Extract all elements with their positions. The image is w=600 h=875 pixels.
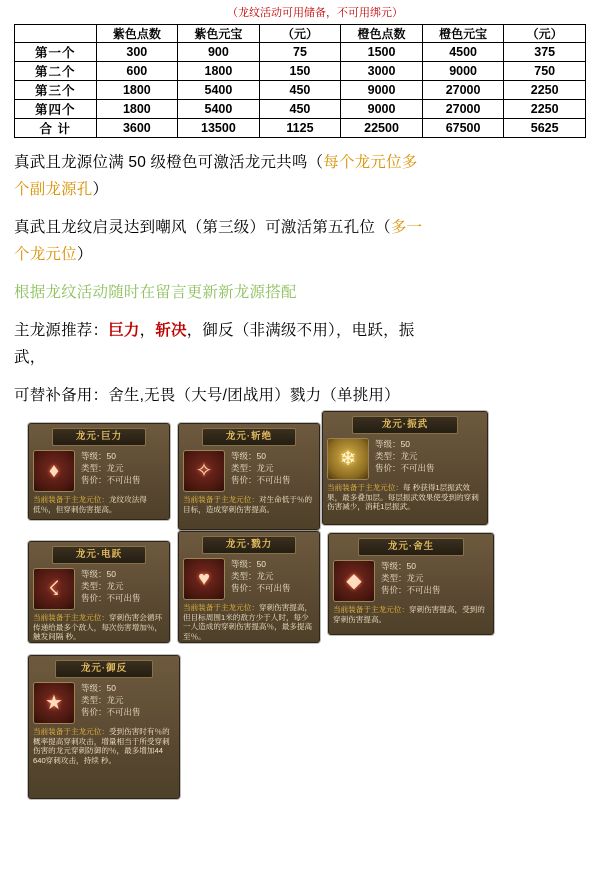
text-segment: 可替补备用：舍生,无畏（大号/团战用）戮力（单挑用） bbox=[14, 387, 400, 404]
icon-glyph: ♥ bbox=[198, 568, 210, 590]
cell: 13500 bbox=[178, 119, 260, 138]
card-desc bbox=[33, 727, 175, 765]
desc-text: 穿刺伤害提高，但目标周围1米的敌方少于人时，每少一人造成的穿刺伤害提高％，最多提高至％。 bbox=[183, 603, 313, 641]
table-row bbox=[15, 43, 586, 62]
price-label: 售价：不可出售 bbox=[381, 585, 441, 595]
text-segment: 主龙源推荐： bbox=[14, 322, 109, 339]
cell: 2250 bbox=[504, 100, 586, 119]
level-label: 等级：50 bbox=[231, 559, 266, 569]
card-title: 龙元·舍生 bbox=[358, 538, 464, 556]
cell: 600 bbox=[96, 62, 178, 81]
card-title: 龙元·振武 bbox=[352, 416, 458, 434]
claw-icon bbox=[33, 450, 75, 492]
text-highlight: 斩决 bbox=[155, 322, 187, 339]
header-cell-5: 橙色元宝 bbox=[422, 25, 504, 43]
fist-icon bbox=[183, 558, 225, 600]
desc-text: 龙纹攻法得低％，但穿刺伤害提高。 bbox=[33, 495, 147, 514]
cell: 5625 bbox=[504, 119, 586, 138]
cell: 3000 bbox=[341, 62, 423, 81]
type-label: 类型：龙元 bbox=[381, 573, 424, 583]
price-label: 售价：不可出售 bbox=[231, 583, 291, 593]
desc-text: 受到伤害时有％的概率提高穿刺攻击，增量相当于所受穿刺伤害的龙元穿刺防御的％，最多增加44 640穿刺攻击，持续 秒。 bbox=[33, 727, 170, 765]
card-body bbox=[179, 448, 319, 494]
text-highlight: 个副龙源孔 bbox=[14, 181, 93, 198]
type-label: 类型：龙元 bbox=[81, 581, 124, 591]
desc-text: 每 秒获得1层振武效果，最多叠加层。每层振武效果使受到的穿刺伤害减少，消耗1层振武。 bbox=[327, 483, 479, 512]
icon-glyph: ◆ bbox=[346, 570, 362, 592]
header-cell-4: 橙色点数 bbox=[341, 25, 423, 43]
cell: 450 bbox=[259, 100, 341, 119]
price-label: 售价：不可出售 bbox=[81, 475, 141, 485]
desc-highlight: 当前装备于主龙元位： bbox=[183, 495, 259, 504]
cell: 2250 bbox=[504, 81, 586, 100]
item-card bbox=[178, 423, 320, 530]
cell: 3600 bbox=[96, 119, 178, 138]
card-stats bbox=[231, 558, 291, 600]
type-label: 类型：龙元 bbox=[81, 695, 124, 705]
text-highlight: 根据龙纹活动随时在留言更新新龙源搭配 bbox=[14, 284, 297, 301]
type-label: 类型：龙元 bbox=[375, 451, 418, 461]
level-label: 等级：50 bbox=[81, 569, 116, 579]
card-body bbox=[29, 448, 169, 494]
level-label: 等级：50 bbox=[381, 561, 416, 571]
text-highlight: 每个龙元位多 bbox=[323, 154, 418, 171]
text-segment: 真武且龙纹启灵达到嘲风（第三级）可激活第五孔位（ bbox=[14, 219, 391, 236]
cell: 375 bbox=[504, 43, 586, 62]
card-stats bbox=[81, 568, 141, 610]
header-cell-0 bbox=[15, 25, 97, 43]
price-label: 售价：不可出售 bbox=[231, 475, 291, 485]
cell: 27000 bbox=[422, 81, 504, 100]
table-row bbox=[15, 100, 586, 119]
cell: 750 bbox=[504, 62, 586, 81]
icon-glyph: ♦ bbox=[48, 460, 60, 482]
card-title: 龙元·御反 bbox=[55, 660, 153, 678]
level-label: 等级：50 bbox=[231, 451, 266, 461]
item-card bbox=[28, 423, 170, 520]
desc-highlight: 当前装备于主龙元位： bbox=[183, 603, 259, 612]
table-total-row bbox=[15, 119, 586, 138]
desc-highlight: 当前装备于主龙元位： bbox=[33, 727, 109, 736]
card-desc bbox=[33, 495, 165, 514]
cell: 75 bbox=[259, 43, 341, 62]
card-desc bbox=[327, 483, 483, 512]
row-label: 第四个 bbox=[15, 100, 97, 119]
lightning-icon bbox=[33, 568, 75, 610]
table-row bbox=[15, 62, 586, 81]
text-segment: ） bbox=[76, 246, 93, 263]
text-segment: 武， bbox=[14, 349, 46, 366]
cell: 150 bbox=[259, 62, 341, 81]
cell: 27000 bbox=[422, 100, 504, 119]
desc-highlight: 当前装备于主龙元位： bbox=[33, 495, 109, 504]
level-label: 等级：50 bbox=[81, 451, 116, 461]
cell: 1800 bbox=[96, 100, 178, 119]
paragraph-fifth-slot bbox=[14, 214, 586, 268]
level-label: 等级：50 bbox=[81, 683, 116, 693]
card-stats bbox=[231, 450, 291, 492]
cell: 9000 bbox=[422, 62, 504, 81]
card-title: 龙元·戮力 bbox=[202, 536, 296, 554]
text-segment: ， bbox=[139, 322, 156, 339]
card-body bbox=[29, 680, 179, 726]
price-label: 售价：不可出售 bbox=[81, 593, 141, 603]
price-label: 售价：不可出售 bbox=[81, 707, 141, 717]
cell: 1800 bbox=[178, 62, 260, 81]
card-body bbox=[179, 556, 319, 602]
icon-glyph: ☇ bbox=[48, 578, 60, 600]
level-label: 等级：50 bbox=[375, 439, 410, 449]
storage-table bbox=[14, 24, 586, 138]
item-card bbox=[28, 541, 170, 643]
card-stats bbox=[375, 438, 435, 480]
type-label: 类型：龙元 bbox=[231, 571, 274, 581]
desc-text: 对生命低于％的目标，造成穿刺伤害提高。 bbox=[183, 495, 313, 514]
cell: 1800 bbox=[96, 81, 178, 100]
cell: 67500 bbox=[422, 119, 504, 138]
cell: 22500 bbox=[341, 119, 423, 138]
header-cell-2: 紫色元宝 bbox=[178, 25, 260, 43]
header-cell-6: （元） bbox=[504, 25, 586, 43]
cell: 900 bbox=[178, 43, 260, 62]
paragraph-resonance bbox=[14, 149, 586, 203]
row-label: 合 计 bbox=[15, 119, 97, 138]
card-title: 龙元·斩绝 bbox=[202, 428, 296, 446]
text-highlight: 巨力 bbox=[108, 322, 140, 339]
desc-highlight: 当前装备于主龙元位： bbox=[333, 605, 409, 614]
cell: 9000 bbox=[341, 100, 423, 119]
cell: 300 bbox=[96, 43, 178, 62]
top-note: （龙纹活动可用储备，不可用绑元） bbox=[227, 7, 403, 19]
cell: 450 bbox=[259, 81, 341, 100]
card-body bbox=[329, 558, 493, 604]
table-row bbox=[15, 81, 586, 100]
cell: 1125 bbox=[259, 119, 341, 138]
item-card bbox=[322, 411, 488, 525]
price-label: 售价：不可出售 bbox=[375, 463, 435, 473]
item-card bbox=[178, 531, 320, 643]
card-body bbox=[29, 566, 169, 612]
card-desc bbox=[33, 613, 165, 642]
item-card bbox=[28, 655, 180, 799]
paragraph-recommend bbox=[14, 317, 586, 371]
text-segment: ，御反（非满级不用），电跃，振 bbox=[186, 322, 415, 339]
desc-text: 穿刺伤害会循环传递给最多个敌人，每次伤害增加％，触发间隔 秒。 bbox=[33, 613, 163, 642]
icon-glyph: ★ bbox=[45, 692, 63, 714]
card-desc bbox=[183, 603, 315, 641]
cell: 9000 bbox=[341, 81, 423, 100]
skull-icon bbox=[333, 560, 375, 602]
card-stats bbox=[81, 450, 141, 492]
text-segment: 真武且龙源位满 50 级橙色可激活龙元共鸣（ bbox=[14, 154, 324, 171]
card-stats bbox=[381, 560, 441, 602]
shell-icon bbox=[327, 438, 369, 480]
row-label: 第一个 bbox=[15, 43, 97, 62]
text-highlight: 多一 bbox=[390, 219, 423, 236]
text-highlight: 个龙元位 bbox=[14, 246, 77, 263]
card-body bbox=[323, 436, 487, 482]
icon-glyph: ❄ bbox=[339, 448, 357, 470]
card-gallery bbox=[0, 419, 600, 813]
type-label: 类型：龙元 bbox=[81, 463, 124, 473]
desc-highlight: 当前装备于主龙元位： bbox=[327, 483, 403, 492]
cell: 4500 bbox=[422, 43, 504, 62]
desc-text: 穿刺伤害提高，受到的穿刺伤害提高。 bbox=[333, 605, 485, 624]
header-cell-1: 紫色点数 bbox=[96, 25, 178, 43]
paragraph-update-note bbox=[14, 279, 586, 306]
desc-highlight: 当前装备于主龙元位： bbox=[33, 613, 109, 622]
text-segment: ） bbox=[92, 181, 109, 198]
header-cell-3: （元） bbox=[259, 25, 341, 43]
card-stats bbox=[81, 682, 141, 724]
cell: 5400 bbox=[178, 81, 260, 100]
row-label: 第二个 bbox=[15, 62, 97, 81]
icon-glyph: ✧ bbox=[195, 460, 213, 482]
table-header-row bbox=[15, 25, 586, 43]
card-desc bbox=[183, 495, 315, 514]
paragraph-backup bbox=[14, 382, 586, 409]
card-desc bbox=[333, 605, 489, 624]
item-card bbox=[328, 533, 494, 635]
type-label: 类型：龙元 bbox=[231, 463, 274, 473]
shield-icon bbox=[33, 682, 75, 724]
cell: 1500 bbox=[341, 43, 423, 62]
row-label: 第三个 bbox=[15, 81, 97, 100]
cell: 5400 bbox=[178, 100, 260, 119]
card-title: 龙元·巨力 bbox=[52, 428, 146, 446]
card-title: 龙元·电跃 bbox=[52, 546, 146, 564]
blade-icon bbox=[183, 450, 225, 492]
